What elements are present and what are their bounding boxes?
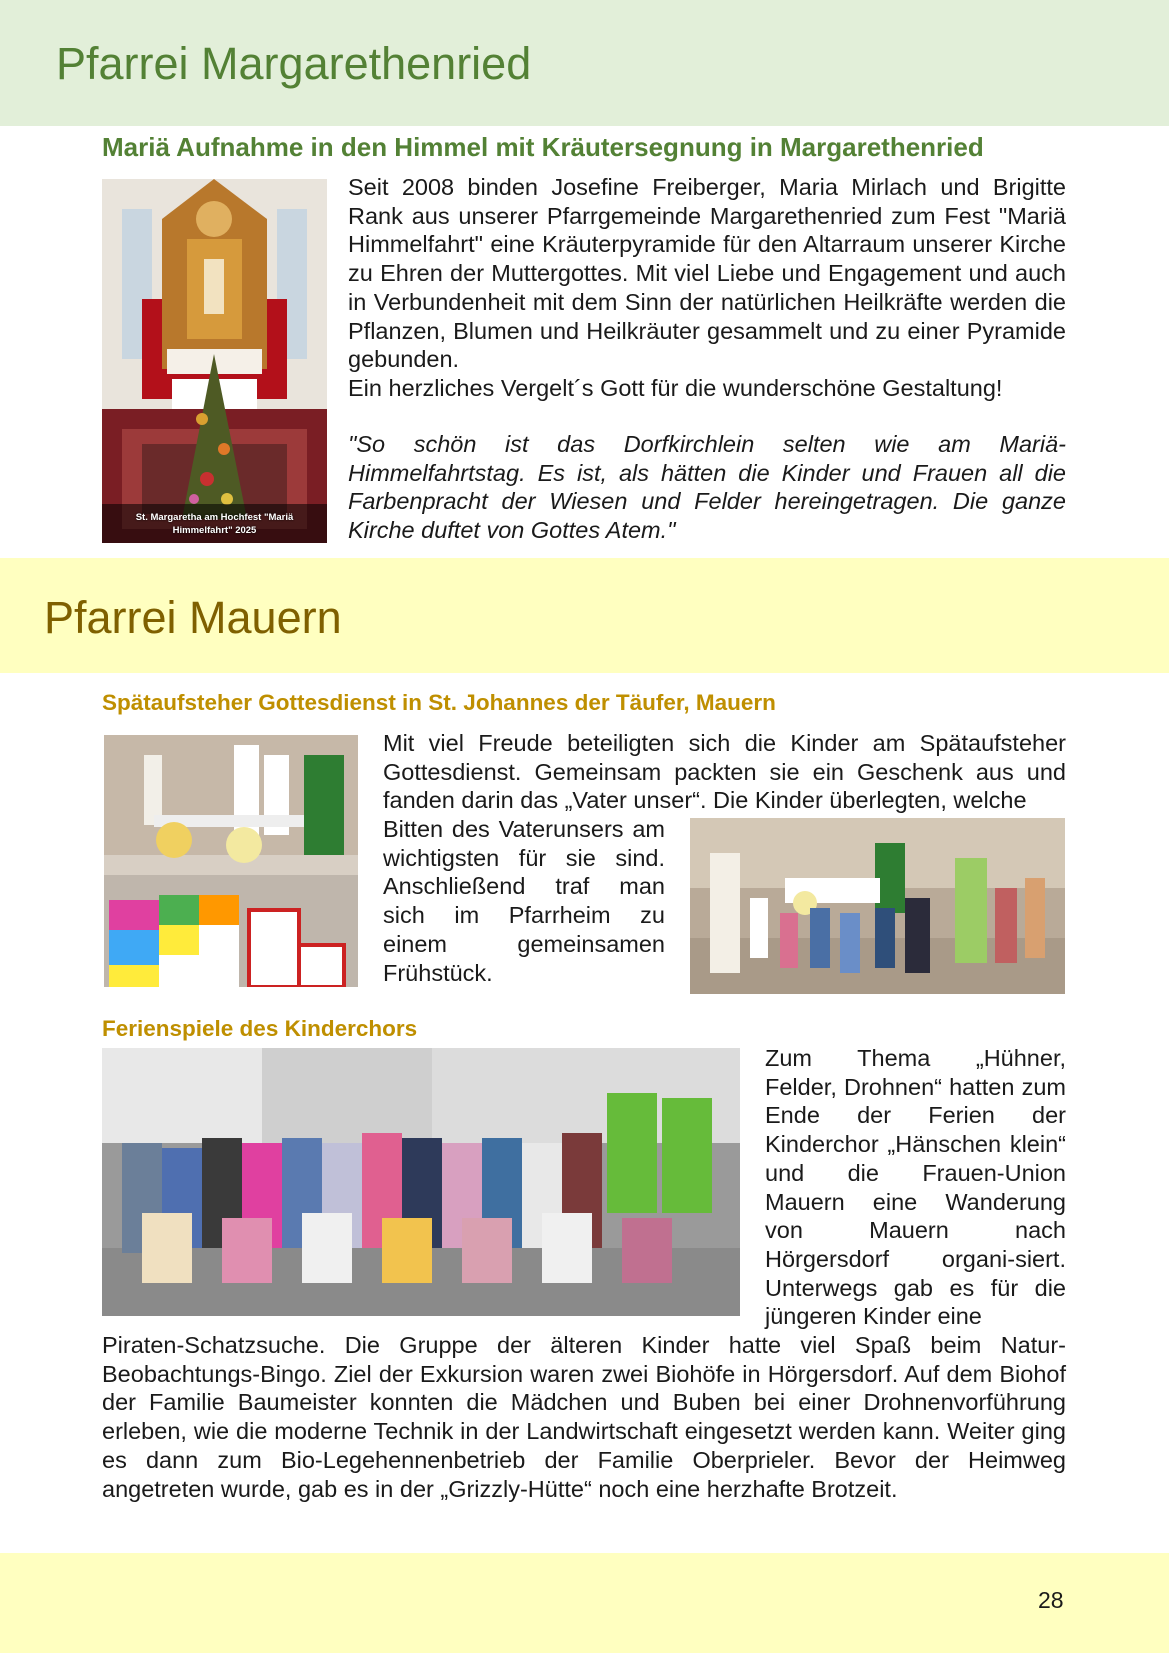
- page-number: 28: [1038, 1587, 1064, 1613]
- article-body-spaetaufsteher-top: Mit viel Freude beteiligten sich die Kinder am Spätaufsteher Gottesdienst. Gemeinsam packten sie ein Geschenk aus und fanden darin das „Vater unser“. Die Kinder überlegten, welche: [383, 730, 1066, 814]
- article-body-ferienspiele-side: Zum Thema „Hühner, Felder, Drohnen“ hatten zum Ende der Ferien der Kinderchor „Hänschen klein“ und die Frauen-Union Mauern eine Wanderung von Mauern nach Hörgersdorf organi-siert. Unterwegs gab es für die jüngeren Kinder eine: [765, 1045, 1066, 1330]
- kinderchor-group-photo: [102, 1048, 740, 1316]
- article-title-spaetaufsteher: Spätaufsteher Gottesdienst in St. Johannes der Täufer, Mauern: [102, 690, 776, 715]
- gottesdienst-photo-gift: [104, 735, 358, 987]
- gottesdienst-photo-children: [690, 818, 1065, 994]
- article-quote: "So schön ist das Dorfkirchlein selten wie am Mariä-Himmelfahrtstag. Es ist, als hätten die Kinder und Frauen all die Farbenpracht der Wiesen und Felder hereingetragen. Die ganze Kirche duftet von Gottes Atem.": [348, 431, 1066, 544]
- article-body-spaetaufsteher-side: Bitten des Vaterunsers am wichtigsten für sie sind. Anschließend traf man sich im Pfarrheim zu einem gemeinsamen Frühstück.: [383, 816, 665, 986]
- altar-photo-caption: St. Margaretha am Hochfest "Mariä Himmelfahrt" 2025: [135, 512, 294, 536]
- article-body-kraeutersegnung: Seit 2008 binden Josefine Freiberger, Maria Mirlach und Brigitte Rank aus unserer Pfarrgemeinde Margarethenried zum Fest "Mariä Himmelfahrt" eine Kräuterpyramide für den Altarraum unserer Kirche zu Ehren der Muttergottes. Mit viel Liebe und Engagement und auch in Verbundenheit mit dem Sinn der natürlichen Heilkräfte werden die Pflanzen, Blumen und Heilkräuter gesammelt und zu einer Pyramide gebunden. Ein herzliches Vergelt´s Gott für die wunderschöne Gestaltung!: [348, 174, 1066, 401]
- article-title-kraeutersegnung: Mariä Aufnahme in den Himmel mit Kräutersegnung in Margarethenried: [102, 132, 984, 162]
- article-body-ferienspiele-full: Piraten-Schatzsuche. Die Gruppe der älteren Kinder hatte viel Spaß beim Natur-Beobachtungs-Bingo. Ziel der Exkursion waren zwei Biohöfe in Hörgersdorf. Auf dem Biohof der Familie Baumeister konnten die Mädchen und Buben bei einer Drohnenvorführung erleben, wie die moderne Technik in der Landwirtschaft eingesetzt werden kann. Weiter ging es dann zum Bio-Legehennenbetrieb der Familie Oberprieler. Bevor der Heimweg angetreten wurde, gab es in der „Grizzly-Hütte“ noch eine herzhafte Brotzeit.: [102, 1332, 1066, 1502]
- section-title-mauern: Pfarrei Mauern: [44, 592, 342, 643]
- article-title-ferienspiele: Ferienspiele des Kinderchors: [102, 1016, 418, 1041]
- section-title-margarethenried: Pfarrei Margarethenried: [56, 38, 532, 89]
- footer-band: [0, 1553, 1169, 1653]
- altar-photo: [102, 179, 327, 543]
